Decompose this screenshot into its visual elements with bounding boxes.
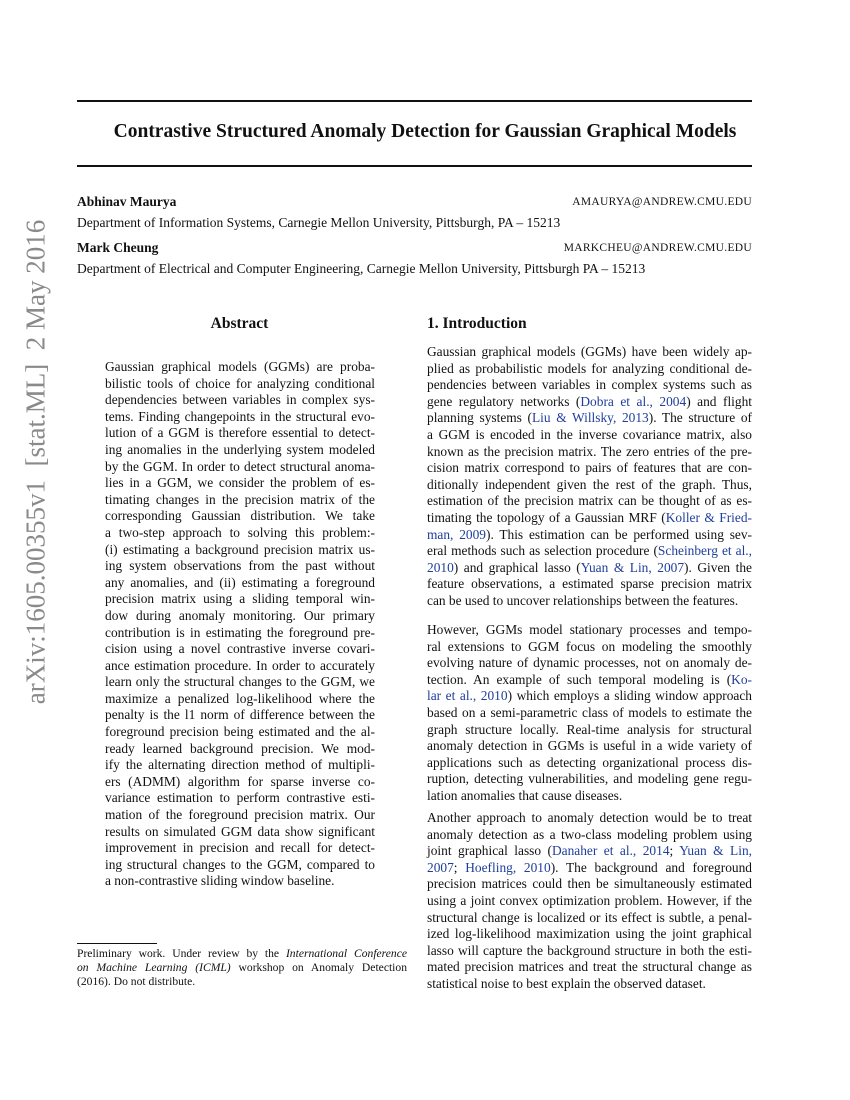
text-line (427, 876, 752, 893)
text-segment: bilistic tools of choice for analyzing conditional (105, 375, 375, 391)
text-segment: ers (ADMM) algorithm for sparse inverse co- (105, 773, 375, 789)
author-name: Mark Cheung (77, 240, 159, 255)
text-line (427, 510, 752, 527)
text-line (105, 376, 375, 393)
citation-link[interactable]: Scheinberg et al., (657, 543, 753, 559)
emphasis-text: on Machine Learning (ICML) (77, 960, 231, 974)
citation-link[interactable]: Ko- (731, 671, 752, 687)
text-line (105, 807, 375, 824)
citation-link[interactable]: Danaher et al., 2014 (551, 843, 670, 859)
text-segment: workshop on Anomaly Detection (230, 960, 407, 974)
citation-link[interactable]: 2010 (427, 559, 454, 575)
author-affiliation: Department of Information Systems, Carnegie Mellon University, Pittsburgh, PA – 15213 (77, 215, 561, 230)
text-segment: ance estimation procedure. In order to accurately (105, 657, 375, 673)
text-line (427, 722, 752, 739)
author-name: Abhinav Maurya (77, 194, 177, 209)
text-line (427, 893, 752, 910)
text-segment: evolving nature of dynamic processes, not on anomaly de- (427, 655, 752, 671)
text-line (427, 860, 752, 877)
text-line (427, 576, 752, 593)
text-line (105, 840, 375, 857)
text-segment: ing anomalies in the underlying system modeled (105, 441, 375, 457)
text-segment: precision matrix using a sliding temporal win- (105, 591, 375, 607)
text-segment: known as the precision matrix. The zero entries of the pre- (427, 443, 752, 459)
footnote-rule (77, 943, 157, 944)
text-segment: lies in a GGM, we consider the problem of es- (105, 475, 375, 491)
text-line (427, 593, 752, 610)
citation-link[interactable]: Dobra et al., 2004 (580, 393, 687, 409)
emphasis-text: International Conference (285, 947, 407, 960)
text-line (427, 827, 752, 844)
text-segment: ; (669, 843, 680, 859)
text-segment: foreground precision being estimated and the al- (105, 724, 375, 740)
text-line (105, 542, 375, 559)
text-line (427, 688, 752, 705)
text-segment: eral methods such as selection procedure ( (427, 543, 658, 559)
citation-link[interactable]: Hoefling, 2010 (465, 859, 551, 875)
text-line (427, 843, 752, 860)
text-line (105, 442, 375, 459)
text-line (427, 943, 752, 960)
text-segment: ; (453, 859, 466, 875)
text-segment: mated precision matrices and treat the structural change as (427, 959, 752, 975)
text-line (427, 738, 752, 755)
text-line (105, 425, 375, 442)
text-segment: feature observations, a estimated sparse precision matrix (427, 576, 752, 592)
text-segment: estimation of the precision matrix can be thought of as es- (427, 493, 752, 509)
text-line (427, 493, 752, 510)
text-segment: ) which employs a sliding window approach (507, 688, 752, 704)
text-segment: joint graphical lasso ( (427, 843, 552, 859)
text-line (427, 771, 752, 788)
text-line (105, 625, 375, 642)
text-line (427, 444, 752, 461)
text-line (105, 359, 375, 376)
text-segment: structural change is localized or its effect is subtle, a penal- (427, 909, 752, 925)
intro-paragraph (427, 344, 752, 610)
text-segment: improvement in precision and recall for detect- (105, 840, 375, 856)
text-line (427, 622, 752, 639)
text-line (427, 394, 752, 411)
arxiv-stamp: arXiv:1605.00355v1 [stat.ML] 2 May 2016 (20, 219, 51, 705)
text-segment: ify the alternating direction method of multipli- (105, 757, 375, 773)
text-segment: learn only the structural changes to the GGM, we (105, 674, 375, 690)
text-line (77, 975, 407, 989)
text-segment: a GGM is encoded in the inverse covariance matrix, also (427, 426, 752, 442)
text-segment: anomaly detection as a two-class modeling problem using (427, 826, 752, 842)
text-segment: statistical noise to best explain the observed dataset. (427, 975, 706, 991)
citation-link[interactable]: man, 2009 (427, 526, 486, 542)
text-line (427, 639, 752, 656)
text-segment: cision matrix correspond to pairs of features that are con- (427, 460, 752, 476)
text-line (105, 508, 375, 525)
text-segment: results on simulated GGM data show significant (105, 823, 375, 839)
text-segment: Another approach to anomaly detection would be to treat (427, 810, 752, 825)
text-line (105, 459, 375, 476)
text-line (105, 824, 375, 841)
text-segment: timating changes in the precision matrix of the (105, 491, 375, 507)
text-segment: ing structural changes to the GGM, compared to (105, 856, 375, 872)
text-line (105, 741, 375, 758)
text-segment: ). Given the (684, 559, 752, 575)
text-segment: anomaly detection in GGMs is useful in a wide variety of (427, 738, 752, 754)
text-segment: ). The background and foreground (550, 859, 752, 875)
text-line (427, 926, 752, 943)
text-segment: dow during anomaly monitoring. Our primary (105, 607, 375, 623)
citation-link[interactable]: Yuan & Lin, 2007 (580, 559, 685, 575)
text-line (427, 410, 752, 427)
text-line (77, 947, 407, 961)
text-line (427, 527, 752, 544)
text-segment: dependencies between variables in complex sys- (105, 392, 375, 408)
text-segment: timating the topology of a Gaussian MRF ( (427, 509, 666, 525)
text-line (427, 788, 752, 805)
text-segment: lution of a GGM is therefore essential to detect- (105, 425, 375, 441)
author-email[interactable]: AMAURYA@ANDREW.CMU.EDU (572, 196, 752, 208)
text-line (427, 377, 752, 394)
text-segment: (i) estimating a background precision matrix us- (105, 541, 375, 557)
citation-link[interactable]: Yuan & Lin, (679, 843, 752, 859)
citation-link[interactable]: Liu & Willsky, 2013 (531, 410, 649, 426)
text-segment: ). The structure of (648, 410, 752, 426)
author-email[interactable]: MARKCHEU@ANDREW.CMU.EDU (563, 242, 752, 254)
text-line (427, 959, 752, 976)
text-line (427, 427, 752, 444)
text-segment: variance estimation to perform contrastive esti- (105, 790, 375, 806)
citation-link[interactable]: Koller & Fried- (665, 509, 752, 525)
text-segment: penalty is the l1 norm of difference between the (105, 707, 375, 723)
text-segment: ruption, detecting vulnerabilities, and modeling gene regu- (427, 771, 752, 787)
text-line (105, 492, 375, 509)
text-segment: Gaussian graphical models (GGMs) have been widely ap- (427, 344, 752, 359)
introduction-heading: 1. Introduction (427, 315, 527, 332)
text-line (105, 857, 375, 874)
abstract-body (105, 359, 375, 890)
text-segment: ). This estimation can be performed using sev- (485, 526, 753, 542)
text-line (105, 409, 375, 426)
text-segment: However, GGMs model stationary processes and tempo- (427, 622, 752, 637)
text-line (427, 477, 752, 494)
text-line (427, 810, 752, 827)
text-segment: based on a semi-parametric class of models to estimate the (427, 704, 752, 720)
text-line (105, 774, 375, 791)
text-segment: ral extensions to GGM focus on modeling the smoothly (427, 638, 752, 654)
text-segment: ) and graphical lasso ( (453, 559, 581, 575)
text-line (105, 691, 375, 708)
text-segment: lasso will capture the background structure in both the esti- (427, 942, 752, 958)
text-segment: can be used to uncover relationships between the features. (427, 592, 739, 608)
text-segment: precision matrices could then be simultaneously estimated (427, 876, 752, 892)
text-line (77, 961, 407, 975)
text-segment: tems. Finding changepoints in the structural evo- (105, 408, 375, 424)
text-line (105, 641, 375, 658)
text-line (105, 608, 375, 625)
text-line (105, 558, 375, 575)
text-line (105, 591, 375, 608)
text-line (105, 707, 375, 724)
text-segment: using a joint convex optimization problem. However, if the (427, 892, 752, 908)
footnote (77, 947, 407, 988)
text-segment: ing system observations from the past without (105, 558, 375, 574)
text-line (427, 361, 752, 378)
text-segment: ized log-likelihood maximization using the joint graphical (427, 926, 752, 942)
text-line (427, 976, 752, 993)
text-segment: planning systems ( (427, 410, 532, 426)
paper-title: Contrastive Structured Anomaly Detection for Gaussian Graphical Models (113, 121, 737, 142)
text-line (105, 525, 375, 542)
text-line (427, 560, 752, 577)
text-segment: by the GGM. In order to detect structural anoma- (105, 458, 375, 474)
text-segment: maximize a penalized log-likelihood where the (105, 690, 375, 706)
text-segment: any anomalies, and (ii) estimating a foreground (105, 574, 375, 590)
abstract-heading: Abstract (210, 315, 269, 332)
text-segment: ) and flight (686, 393, 753, 409)
text-segment: ditionally independent given the rest of the graph. Thus, (427, 476, 752, 492)
text-segment: contribution is in estimating the foreground pre- (105, 624, 375, 640)
author-affiliation: Department of Electrical and Computer Engineering, Carnegie Mellon University, Pittsburgh PA – 15213 (77, 261, 646, 276)
text-line (105, 475, 375, 492)
text-segment: pendencies between variables in complex systems such as (427, 377, 752, 393)
intro-paragraph (427, 810, 752, 993)
text-line (105, 575, 375, 592)
citation-link[interactable]: 2007 (427, 859, 454, 875)
top-rule (77, 100, 752, 102)
text-segment: graph structure locally. Real-time analysis for structural (427, 721, 752, 737)
text-line (105, 873, 375, 890)
text-segment: ready learned background precision. We mod- (105, 740, 375, 756)
text-line (105, 674, 375, 691)
citation-link[interactable]: lar et al., 2010 (427, 688, 508, 704)
text-line (105, 790, 375, 807)
text-line (427, 910, 752, 927)
text-line (105, 757, 375, 774)
text-segment: a non-contrastive sliding window baseline. (105, 873, 335, 889)
text-segment: corresponding Gaussian distribution. We take (105, 508, 375, 524)
text-line (105, 658, 375, 675)
text-segment: Gaussian graphical models (GGMs) are proba- (105, 359, 375, 374)
text-segment: Preliminary work. Under review by the (77, 947, 286, 960)
text-line (427, 543, 752, 560)
text-line (427, 460, 752, 477)
text-segment: mation of the foreground precision matrix. Our (105, 807, 375, 823)
text-segment: gene regulatory networks ( (427, 393, 581, 409)
text-line (427, 655, 752, 672)
text-line (105, 392, 375, 409)
text-line (427, 344, 752, 361)
text-segment: applications such as detecting organizational process dis- (427, 754, 752, 770)
text-segment: (2016). Do not distribute. (77, 974, 196, 988)
text-segment: plied as probabilistic models for analyzing conditional de- (427, 360, 752, 376)
text-segment: cision using a novel contrastive inverse covari- (105, 641, 375, 657)
text-line (427, 672, 752, 689)
text-line (427, 705, 752, 722)
text-line (427, 755, 752, 772)
text-segment: tection. An example of such temporal modeling is ( (427, 671, 732, 687)
text-segment: a two-step approach to solving this problem:- (105, 524, 375, 540)
text-segment: lation anomalies that cause diseases. (427, 787, 623, 803)
text-line (105, 724, 375, 741)
intro-paragraph (427, 622, 752, 805)
title-rule (77, 165, 752, 167)
